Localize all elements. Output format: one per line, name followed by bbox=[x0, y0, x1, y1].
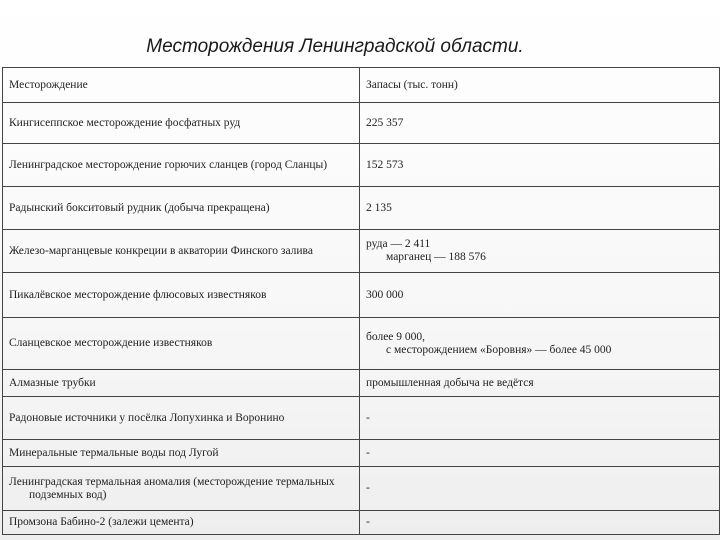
deposit-reserves: 152 573 bbox=[360, 144, 720, 187]
deposit-name: Кингисеппское месторождение фосфатных руд bbox=[3, 103, 360, 144]
table-row bbox=[3, 187, 720, 230]
table-header-row bbox=[3, 68, 720, 103]
table-row bbox=[3, 370, 720, 397]
table-row bbox=[3, 467, 720, 511]
table-row bbox=[3, 511, 720, 535]
reserves-line: с месторождением «Боровня» — более 45 000 bbox=[386, 343, 612, 356]
deposit-name: Сланцевское месторождение известняков bbox=[3, 318, 360, 370]
deposit-reserves bbox=[360, 318, 720, 370]
table-row bbox=[3, 230, 720, 273]
reserves-line: более 9 000, bbox=[366, 330, 426, 343]
deposit-name: Ленинградская термальная аномалия (месторождение термальных подземных вод) bbox=[3, 467, 360, 511]
deposit-reserves: 300 000 bbox=[360, 273, 720, 318]
deposit-name: Радоновые источники у посёлка Лопухинка и Воронино bbox=[3, 397, 360, 440]
table-row bbox=[3, 440, 720, 467]
deposit-name: Железо-марганцевые конкреции в акватории Финского залива bbox=[3, 230, 360, 273]
deposit-name: Пикалёвское месторождение флюсовых известняков bbox=[3, 273, 360, 318]
deposit-name: Ленинградское месторождение горючих сланцев (город Сланцы) bbox=[3, 144, 360, 187]
reserves-line: руда — 2 411 bbox=[366, 238, 431, 250]
table-row bbox=[3, 144, 720, 187]
table-row bbox=[3, 273, 720, 318]
deposit-reserves: - bbox=[360, 511, 720, 535]
header-deposit: Месторождение bbox=[3, 68, 360, 103]
deposit-reserves: промышленная добыча не ведётся bbox=[360, 370, 720, 397]
deposit-reserves: 225 357 bbox=[360, 103, 720, 144]
deposit-name: Промзона Бабино-2 (залежи цемента) bbox=[3, 511, 360, 535]
deposit-reserves: - bbox=[360, 467, 720, 511]
reserves-line: марганец — 188 576 bbox=[386, 251, 486, 263]
deposit-name: Алмазные трубки bbox=[3, 370, 360, 397]
deposit-name: Радынский бокситовый рудник (добыча прекращена) bbox=[3, 187, 360, 230]
deposit-reserves: 2 135 bbox=[360, 187, 720, 230]
deposit-name: Минеральные термальные воды под Лугой bbox=[3, 440, 360, 467]
header-reserves: Запасы (тыс. тонн) bbox=[360, 68, 720, 103]
table-row bbox=[3, 397, 720, 440]
table-row bbox=[3, 318, 720, 370]
table-row bbox=[3, 103, 720, 144]
deposit-reserves: - bbox=[360, 397, 720, 440]
deposit-reserves bbox=[360, 230, 720, 273]
slide-title: Месторождения Ленинградской области. bbox=[146, 36, 524, 57]
deposit-reserves: - bbox=[360, 440, 720, 467]
deposits-table bbox=[2, 67, 720, 535]
